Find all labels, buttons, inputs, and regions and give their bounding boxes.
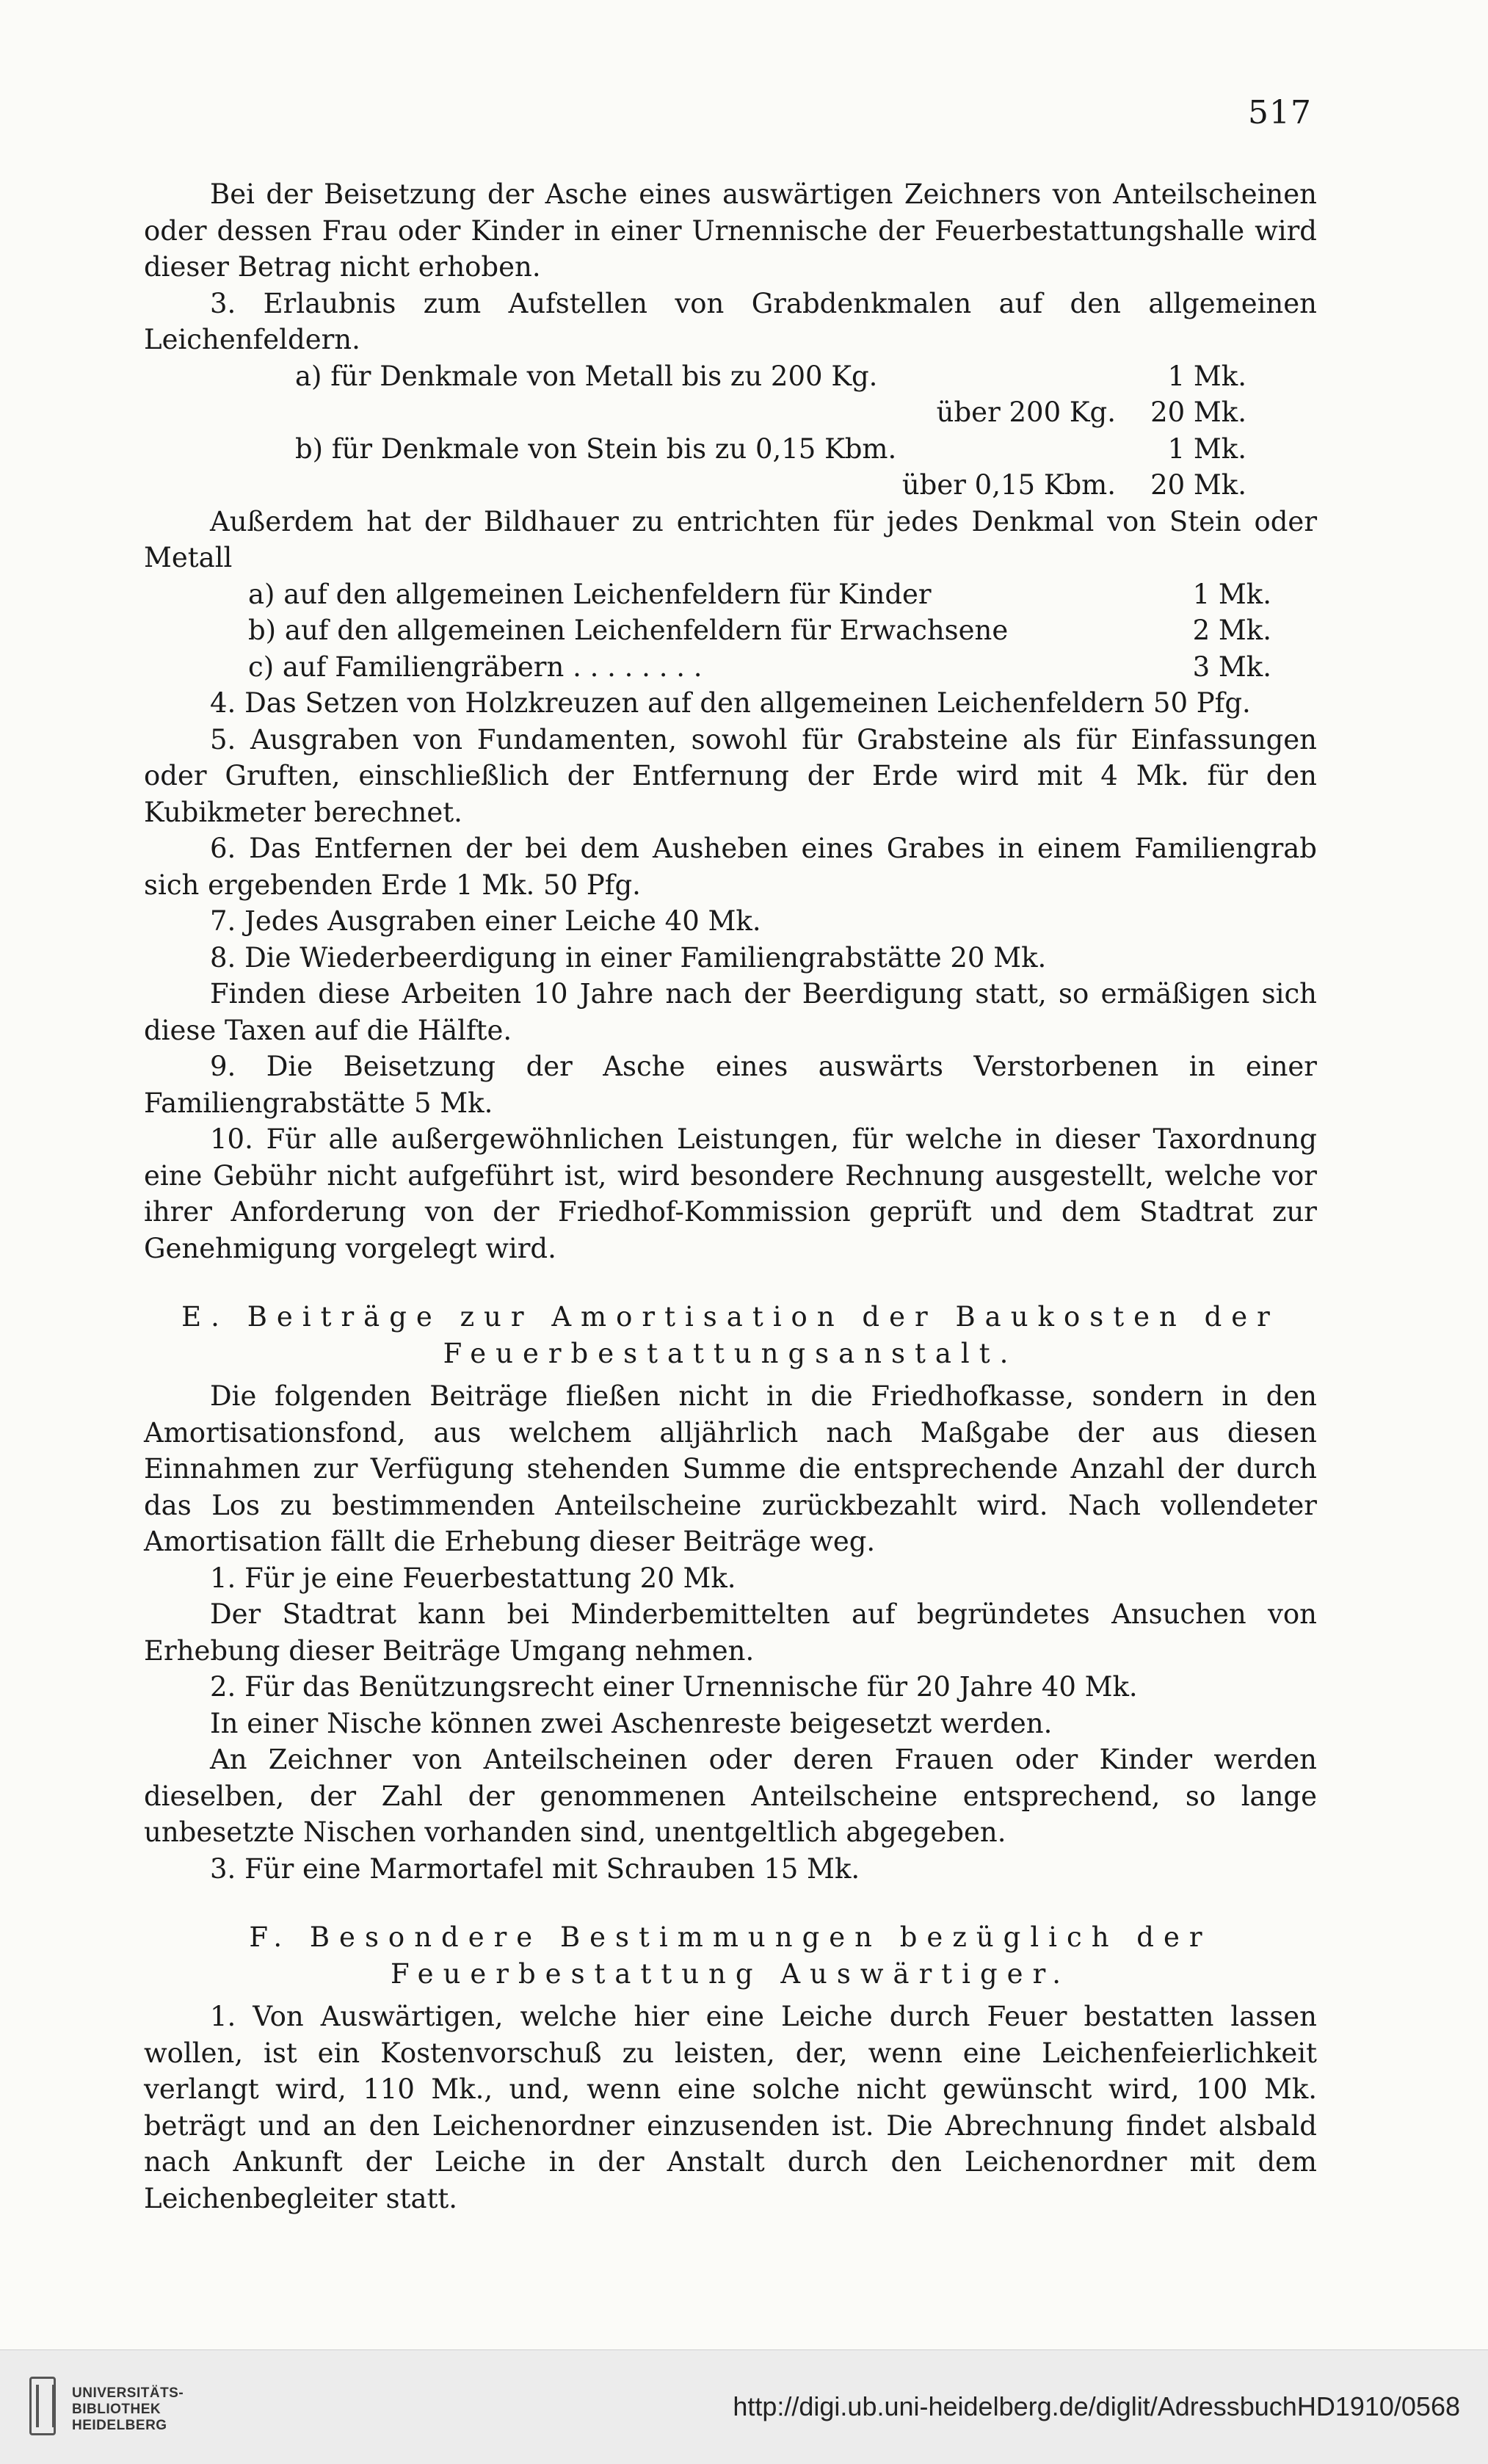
library-logo-icon: [29, 2377, 56, 2435]
section-heading-e: E. Beiträge zur Amortisation der Baukosten der Feuerbestattungsanstalt.: [181, 1301, 1280, 1369]
fee-row: [144, 394, 1317, 431]
paragraph: In einer Nische können zwei Aschenreste beigesetzt werden.: [210, 1707, 1053, 1739]
fee-row: [144, 358, 1317, 395]
fee-amount: 2 Mk.: [1192, 615, 1271, 646]
fee-amount: 3 Mk.: [1192, 651, 1271, 683]
fee-label: über 0,15 Kbm.: [901, 469, 1116, 501]
paragraph: An Zeichner von Anteilscheinen oder deren Frauen oder Kinder werden dieselben, der Zahl der genommenen Anteilscheine entsprechend, so lange unbesetzte Nischen vorhanden sind, unentgeltlich abgegeben.: [144, 1744, 1317, 1848]
fee-row: [144, 612, 1317, 649]
fee-label: b) für Denkmale von Stein bis zu 0,15 Kbm.: [295, 432, 897, 465]
paragraph: 3. Erlaubnis zum Aufstellen von Grabdenkmalen auf den allgemeinen Leichenfeldern.: [144, 287, 1317, 355]
paragraph: 10. Für alle außergewöhnlichen Leistungen, für welche in dieser Taxordnung eine Gebühr nicht aufgeführt ist, wird besondere Rechnung ausgestellt, welche vor ihrer Anforderung von der Friedhof-Kommission geprüft und dem Stadtrat zur Genehmigung vorgelegt wird.: [144, 1123, 1317, 1264]
fee-row: [144, 431, 1317, 468]
paragraph: Außerdem hat der Bildhauer zu entrichten für jedes Denkmal von Stein oder Metall: [144, 505, 1317, 573]
fee-amount: 20 Mk.: [1150, 469, 1246, 501]
fee-label: a) auf den allgemeinen Leichenfeldern für Kinder: [248, 578, 932, 610]
paragraph: 8. Die Wiederbeerdigung in einer Familiengrabstätte 20 Mk.: [210, 941, 1047, 974]
paragraph: Die folgenden Beiträge fließen nicht in die Friedhofkasse, sondern in den Amortisationsfond, aus welchem alljährlich nach Maßgabe der aus diesen Einnahmen zur Verfügung stehenden Summe die entsprechende Anzahl der durch das Los zu bestimmenden Anteilscheine zurückbezahlt wird. Nach vollendeter Amortisation fällt die Erhebung dieser Beiträge weg.: [144, 1380, 1317, 1557]
paragraph: 5. Ausgraben von Fundamenten, sowohl für Grabsteine als für Einfassungen oder Gruften, einschließlich der Entfernung der Erde wird mit 4 Mk. für den Kubikmeter berechnet.: [144, 723, 1317, 828]
paragraph: 9. Die Beisetzung der Asche eines auswärts Verstorbenen in einer Familiengrabstätte 5 Mk.: [144, 1051, 1317, 1119]
fee-row: [144, 576, 1317, 613]
fee-amount: 1 Mk.: [1192, 578, 1271, 610]
paragraph: 6. Das Entfernen der bei dem Ausheben eines Grabes in einem Familiengrab sich ergebenden Erde 1 Mk. 50 Pfg.: [144, 833, 1317, 901]
paragraph: 2. Für das Benützungsrecht einer Urnennische für 20 Jahre 40 Mk.: [210, 1671, 1138, 1703]
paragraph: 3. Für eine Marmortafel mit Schrauben 15 Mk.: [210, 1852, 860, 1885]
paragraph: Der Stadtrat kann bei Minderbemittelten auf begründetes Ansuchen von Erhebung dieser Beiträge Umgang nehmen.: [144, 1598, 1317, 1667]
paragraph: 4. Das Setzen von Holzkreuzen auf den allgemeinen Leichenfeldern 50 Pfg.: [210, 687, 1251, 719]
library-logo-text: UNIVERSITÄTS- BIBLIOTHEK HEIDELBERG: [72, 2385, 184, 2433]
fee-label: über 200 Kg.: [936, 396, 1116, 428]
page-number: 517: [1248, 94, 1312, 131]
fee-row: [144, 649, 1317, 686]
page-content: [144, 176, 1317, 2217]
fee-label: c) auf Familiengräbern . . . . . . . .: [248, 651, 703, 683]
paragraph: 1. Von Auswärtigen, welche hier eine Leiche durch Feuer bestatten lassen wollen, ist ein Kostenvorschuß zu leisten, der, wenn eine Leichenfeierlichkeit verlangt wird, 110 Mk., und, wenn eine solche nicht gewünscht wird, 100 Mk. beträgt und an den Leichenordner einzusenden ist. Die Abrechnung findet alsbald nach Ankunft der Leiche in der Anstalt durch den Leichenordner mit dem Leichenbegleiter statt.: [144, 2001, 1317, 2214]
paragraph: Finden diese Arbeiten 10 Jahre nach der Beerdigung statt, so ermäßigen sich diese Taxen auf die Hälfte.: [144, 978, 1317, 1046]
paragraph: 7. Jedes Ausgraben einer Leiche 40 Mk.: [210, 905, 761, 937]
fee-amount: 1 Mk.: [1167, 432, 1246, 465]
section-heading-f: F. Besondere Bestimmungen bezüglich der Feuerbestattung Auswärtiger.: [249, 1921, 1212, 1990]
fee-row: [144, 467, 1317, 504]
paragraph: 1. Für je eine Feuerbestattung 20 Mk.: [210, 1562, 736, 1594]
source-url-link[interactable]: http://digi.ub.uni-heidelberg.de/diglit/AdressbuchHD1910/0568: [733, 2391, 1460, 2421]
fee-amount: 1 Mk.: [1167, 360, 1246, 392]
footer-bar: [0, 2349, 1488, 2464]
fee-amount: 20 Mk.: [1150, 396, 1246, 428]
fee-label: a) für Denkmale von Metall bis zu 200 Kg.: [295, 360, 878, 392]
paragraph: Bei der Beisetzung der Asche eines auswärtigen Zeichners von Anteilscheinen oder dessen Frau oder Kinder in einer Urnennische der Feuerbestattungshalle wird dieser Betrag nicht erhoben.: [144, 178, 1317, 283]
fee-label: b) auf den allgemeinen Leichenfeldern für Erwachsene: [248, 615, 1009, 646]
